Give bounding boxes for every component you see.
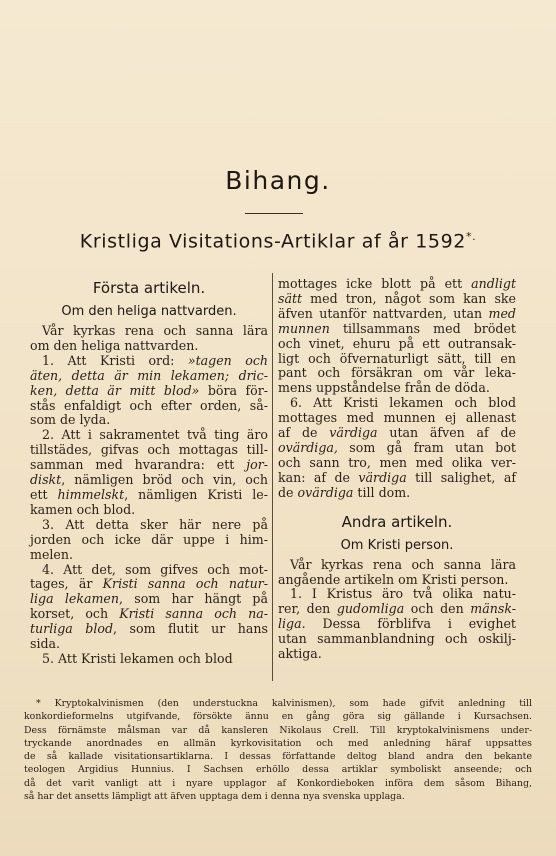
footnote — [24, 697, 532, 803]
italic-text: »tagen och — [187, 352, 268, 368]
text-run: som de lyda. — [30, 412, 111, 428]
text-run: angående artikeln om Kristi person. — [278, 571, 509, 587]
text-run: som gå fram utan bot — [337, 439, 516, 455]
footnote-line: * Kryptokalvinismen (den understuckna kalvinismen), som hade gifvit anledning till — [36, 698, 532, 709]
text-run: ett — [30, 486, 58, 502]
text-line — [30, 518, 268, 533]
text-line — [278, 632, 516, 647]
text-run: korset, och — [30, 606, 120, 622]
left-column — [30, 279, 268, 667]
page-subtitle — [0, 230, 556, 252]
text-line — [278, 573, 516, 588]
text-line — [278, 647, 516, 662]
text-line — [278, 441, 516, 456]
text-line — [278, 486, 516, 501]
italic-text: andligt — [471, 276, 516, 291]
text-line — [30, 652, 268, 667]
text-run: 1. Att Kristi ord: — [42, 352, 188, 368]
footnote-line: Dess förnämste målsman var då kansleren Nikolaus Crell. Till kryptokalvinismens under- — [24, 724, 532, 736]
text-run: sida. — [30, 636, 61, 652]
text-line — [30, 369, 268, 384]
text-line — [30, 592, 268, 607]
text-line — [278, 366, 516, 381]
text-line — [278, 426, 516, 441]
text-run: till salighet, af — [406, 469, 517, 485]
subtitle-text: Kristliga Visitations-Artiklar af år 1592 — [79, 230, 466, 253]
text-run: ligt och öfvernaturligt sätt, till en — [278, 350, 516, 366]
text-run: pant och försäkran om vår leka- — [278, 365, 516, 381]
second-article-heading: Andra artikeln. — [341, 512, 453, 531]
italic-text: mänsk- — [470, 601, 516, 617]
italic-text: liga. — [278, 616, 306, 632]
text-line — [30, 458, 268, 473]
text-line — [278, 307, 516, 322]
footnote-line: då det varit vanligt att i nyare upplagor af Konkordieboken införa dem såsom Bihang, — [24, 777, 532, 789]
first-article-text — [30, 324, 268, 667]
italic-text: Kristi sanna och na- — [119, 606, 269, 622]
italic-text: jor- — [246, 457, 268, 473]
text-line — [278, 381, 516, 396]
text-run: och sann tro, men med olika ver- — [278, 454, 516, 470]
text-line — [278, 396, 516, 411]
text-run: Vår kyrkas rena och sanna lära — [42, 323, 268, 338]
italic-text: Kristi sanna och natur- — [102, 576, 268, 592]
italic-text: diskt — [30, 472, 62, 488]
text-line — [30, 533, 268, 548]
text-run: och vinet, ehuru på ett outransak- — [278, 335, 516, 351]
italic-text: sätt — [278, 290, 303, 306]
text-line — [30, 324, 268, 339]
title-rule — [245, 213, 303, 214]
footnote-line: teologen Argidius Hunnius. I Sachsen erhöllo dessa artiklar symboliskt anseende; och — [24, 764, 532, 776]
text-run: om den heliga nattvarden. — [30, 337, 199, 353]
text-line — [30, 488, 268, 503]
italic-text: liga lekamen — [30, 591, 119, 607]
footnote-mark: *. — [466, 230, 477, 243]
text-line — [30, 413, 268, 428]
text-run: aktiga. — [278, 646, 322, 662]
italic-text: himmelskt — [57, 486, 125, 502]
text-line — [30, 443, 268, 458]
text-run: Dessa förblifva i evighet — [305, 616, 516, 632]
italic-text: turliga blod — [30, 621, 114, 637]
text-run: , nämligen Kristi le- — [124, 486, 268, 502]
first-article-subheading: Om den heliga nattvarden. — [61, 304, 237, 319]
text-run: 4. Att det, som gifves och mot- — [42, 561, 268, 577]
text-run: melen. — [30, 546, 73, 562]
text-line — [278, 277, 516, 292]
text-run: stås enfaldigt och efter orden, så- — [30, 397, 268, 413]
italic-text: ovärdiga — [297, 484, 354, 500]
text-run: , som flutit ur hans — [113, 621, 268, 637]
text-line — [278, 322, 516, 337]
text-run: böra för- — [199, 382, 268, 398]
text-run: rer, den — [278, 601, 337, 617]
footnote-line: tryckande anordnades en allmän kyrkovisitation och med anledning häraf uppsattes — [24, 737, 532, 749]
text-line — [278, 558, 516, 573]
text-run: äfven utanför nattvarden, utan — [278, 305, 489, 321]
text-line — [278, 411, 516, 426]
footnote-line: de så kallade visitationsartiklarna. I dessas författande deltog bland andra den bekante — [24, 751, 532, 763]
italic-text: gudomliga — [336, 601, 405, 617]
text-run: 1. I Kristus äro två olika natu- — [290, 586, 516, 602]
text-run: tages, är — [30, 576, 103, 592]
italic-text: munnen — [278, 320, 330, 336]
second-article-subheading: Om Kristi person. — [340, 537, 454, 553]
footnote-line: så har det ansetts lämpligt att äfven upptaga dem i denna nya svenska upplaga. — [24, 791, 405, 803]
text-line — [30, 637, 268, 652]
text-run: utan äfven af de — [377, 425, 516, 441]
italic-text: äten, detta är min lekamen; dric- — [30, 367, 268, 383]
italic-text: ovärdiga, — [278, 439, 338, 455]
text-line — [278, 352, 516, 367]
text-run: tillsammans med brödet — [329, 320, 516, 336]
first-article-heading: Första artikeln. — [92, 279, 206, 297]
text-run: mottages med munnen ej allenast — [278, 410, 516, 426]
text-run: de — [278, 484, 298, 500]
text-line — [30, 339, 268, 354]
text-line — [30, 563, 268, 578]
text-line — [278, 456, 516, 471]
italic-text: ken, detta är mitt blod» — [30, 382, 200, 398]
text-line — [30, 607, 268, 622]
text-line — [30, 577, 268, 592]
italic-text: värdiga — [329, 425, 378, 441]
text-run: jorden och icke där uppe i him- — [30, 531, 268, 547]
text-run: samman med hvarandra: ett — [30, 457, 247, 473]
column-divider — [272, 273, 273, 681]
text-run: utan sammanblandning och oskilj- — [278, 631, 516, 647]
text-run: mottages icke blott på ett — [278, 276, 472, 291]
text-line — [278, 587, 516, 602]
footnote-line: konkordieformelns utgifvande, försökte ännu en gång göra sig gällande i Kursachsen. — [24, 711, 532, 723]
second-article-text — [278, 558, 516, 662]
text-run: , som har hängt på — [119, 591, 268, 607]
text-line — [30, 384, 268, 399]
text-line — [30, 622, 268, 637]
text-run: 2. Att i sakramentet två ting äro — [42, 427, 268, 443]
text-line — [278, 471, 516, 486]
page-title: Bihang. — [225, 166, 331, 195]
text-run: kamen och blod. — [30, 501, 136, 517]
text-line — [278, 617, 516, 632]
text-line — [30, 548, 268, 563]
text-line — [278, 602, 516, 617]
first-article-continued-text — [278, 277, 516, 501]
text-run: 3. Att detta sker här nere på — [42, 516, 268, 532]
text-run: tillstädes, gifvas och mottagas till- — [30, 442, 268, 458]
text-line — [30, 503, 268, 518]
text-line — [278, 337, 516, 352]
text-run: kan: af de — [278, 469, 359, 485]
text-run: af de — [278, 425, 330, 441]
text-line — [30, 399, 268, 414]
text-line — [278, 292, 516, 307]
text-run: , nämligen bröd och vin, och — [61, 472, 268, 488]
text-line — [30, 473, 268, 488]
text-run: 6. Att Kristi lekamen och blod — [290, 395, 516, 411]
italic-text: med — [488, 305, 516, 321]
text-run: Vår kyrkas rena och sanna lära — [290, 556, 516, 572]
text-run: med tron, något som kan ske — [302, 290, 516, 306]
right-column — [278, 277, 516, 662]
text-run: och den — [404, 601, 471, 617]
text-line — [30, 428, 268, 443]
text-run: till dom. — [353, 484, 411, 500]
text-run: 5. Att Kristi lekamen och blod — [42, 650, 233, 666]
italic-text: värdiga — [358, 469, 407, 485]
text-line — [30, 354, 268, 369]
text-run: mens uppståndelse från de döda. — [278, 380, 490, 396]
